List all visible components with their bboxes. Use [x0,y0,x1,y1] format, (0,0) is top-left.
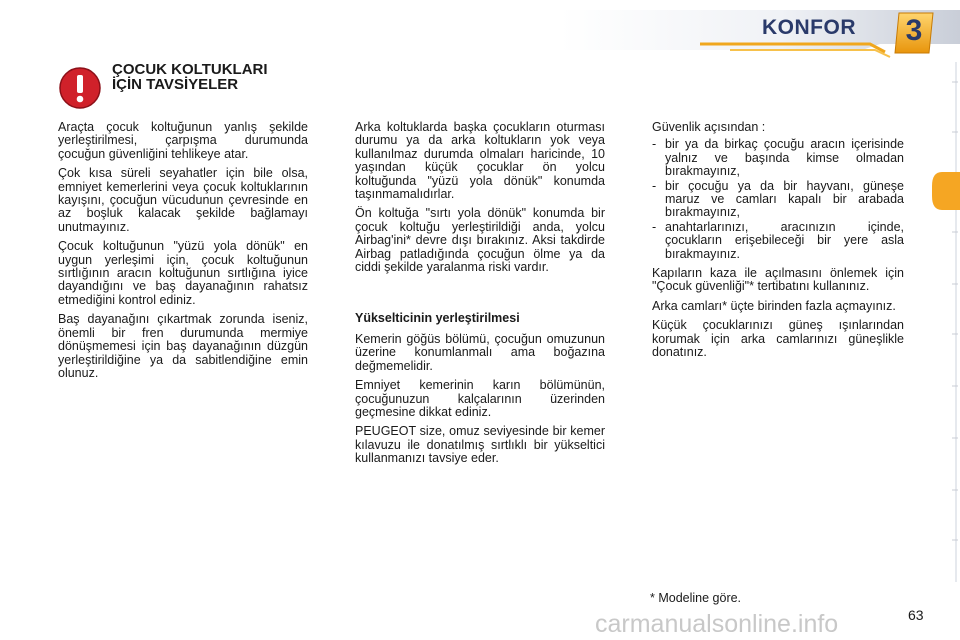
paragraph: Baş dayanağını çıkartmak zorunda iseniz, önemli bir fren durumunda mermiye dönüşmemesi için baş dayanağının düzgün yerleştirildiğine ya da sabitlendiğine emin olunuz. [58,312,308,380]
paragraph: Çocuk koltuğunun "yüzü yola dönük" en uygun yerleşimi için, çocuk koltuğunun sırtlığının aracın koltuğunun sırtlığına iyice dayandığını ve baş dayanağının rahatsız etmediğini kontrol ediniz. [58,239,308,307]
section-title-line-2: İÇİN TAVSİYELER [112,76,239,93]
page-number: 63 [908,607,924,623]
paragraph: Emniyet kemerinin karın bölümünün, çocuğunuzun kalçalarının üzerinden geçmesine dikkat ediniz. [355,378,605,419]
column-right [652,121,904,366]
paragraph: Ön koltuğa "sırtı yola dönük" konumda bir çocuk koltuğu yerleştirildiği anda, yolcu Airbag'ini* devre dışı bırakınız. Aksi takdirde Airbag patladığında çocuğun ölme ya da ciddi şekilde yaralanma riski vardır. [355,206,605,275]
intro-text: Güvenlik açısından : [652,120,766,134]
watermark: carmanualsonline.info [595,610,839,638]
page-title: KONFOR [762,16,856,39]
chapter-tabs [928,62,960,582]
paragraph: Araçta çocuk koltuğunun yanlış şekilde yerleştirilmesi, çarpışma durumunda çocuğun güvenliğini tehlikeye atar. [58,120,308,161]
column-left [58,121,308,386]
list-item-text: bir ya da birkaç çocuğu aracın içerisinde yalnız ve başında kimse olmadan bırakmayınız, [665,137,904,179]
column-middle [355,121,605,472]
paragraph: Kemerin göğüs bölümü, çocuğun omuzunun üzerine konumlanmalı ama boğazına değmemelidir. [355,331,605,373]
list-item: - bir çocuğu ya da bir hayvanı, güneşe maruz ve camları kapalı bir arabada bırakmayınız, [652,178,904,220]
paragraph: Çok kısa süreli seyahatler için bile olsa, emniyet kemerlerini veya çocuk koltuklarının kayışını, çocuğun vücudunun çevresinde en az boşluk kalacak şekilde bağlamayı unutmayınız. [58,166,308,234]
paragraph: Arka koltuklarda başka çocukların oturması durumu ya da arka koltukların yok veya kullanılmaz durumda olmaları haricinde, 10 yaşından küçük çocuklar ön yolcu koltuğunda "yüzü yola dönük" konumda taşınmamalıdırlar. [355,120,605,202]
chapter-number: 3 [905,14,923,47]
subheading: Yükselticinin yerleştirilmesi [355,311,520,326]
list-item: - anahtarlarınızı, aracınızın içinde, çocukların erişebileceği bir yere asla bırakmayınız. [652,219,904,261]
paragraph: Arka camları* üçte birinden fazla açmayınız. [652,298,896,313]
list-item-text: anahtarlarınızı, aracınızın içinde, çocukların erişebileceği bir yere asla bırakmayınız. [665,219,904,261]
footnote: * Modeline göre. [650,591,742,605]
warning-icon [58,66,102,110]
paragraph: Küçük çocuklarınızı güneş ışınlarından korumak için arka camlarınızı güneşlikle donatınız. [652,318,904,360]
list-item-text: bir çocuğu ya da bir hayvanı, güneşe maruz ve camları kapalı bir arabada bırakmayınız, [665,178,904,220]
section-title-line-1: ÇOCUK KOLTUKLARI [112,61,268,78]
paragraph: PEUGEOT size, omuz seviyesinde bir kemer kılavuzu ile donatılmış sırtlıklı bir yükseltici kullanmanızı tavsiye eder. [355,424,605,466]
paragraph: Kapıların kaza ile açılmasını önlemek için "Çocuk güvenliği"* tertibatını kullanınız. [652,266,904,294]
list-item: - bir ya da birkaç çocuğu aracın içerisinde yalnız ve başında kimse olmadan bırakmayınız, [652,137,904,179]
section-title [112,62,268,92]
